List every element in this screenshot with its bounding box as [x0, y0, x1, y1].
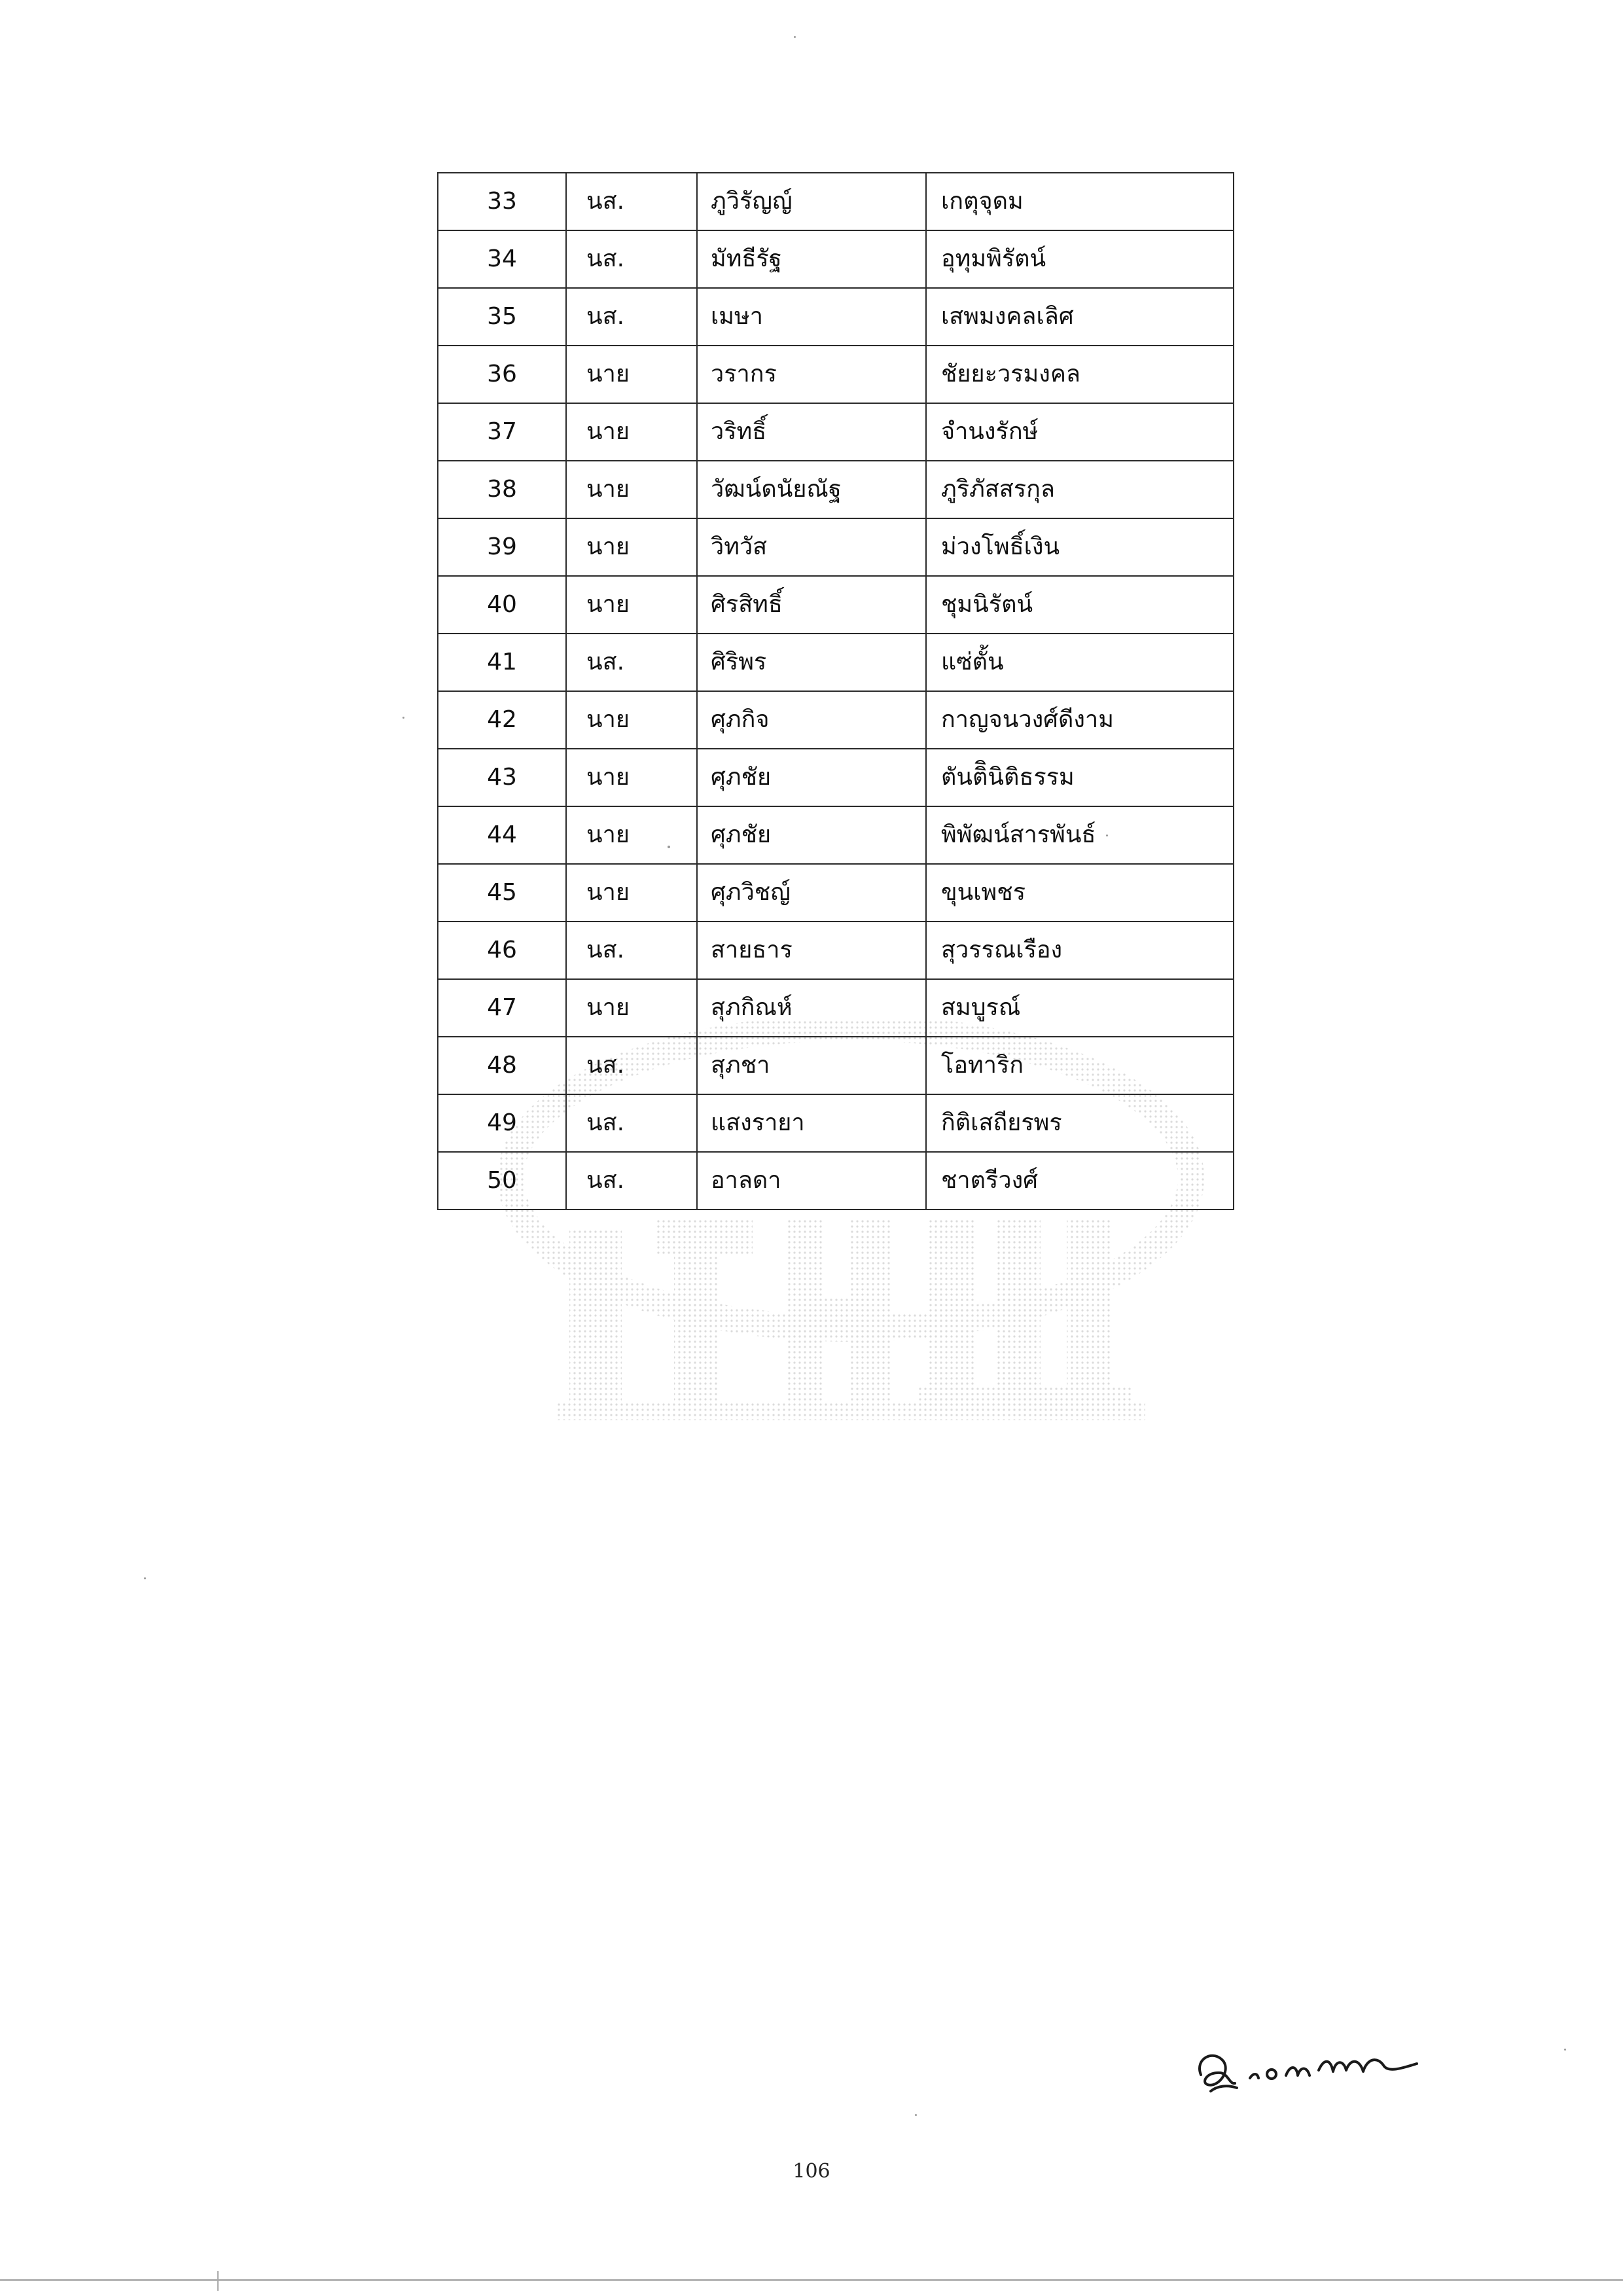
last-name: ภูริภัสสรกุล: [926, 461, 1234, 518]
first-name: สุภชา: [697, 1037, 926, 1094]
row-number: 44: [438, 806, 566, 864]
table-row: [438, 518, 1234, 576]
row-number: 33: [438, 173, 566, 230]
table-row: [438, 403, 1234, 461]
first-name: วริทธิ์: [697, 403, 926, 461]
name-title: นส.: [566, 634, 697, 691]
last-name: ชาตรีวงศ์: [926, 1152, 1234, 1210]
first-name: สุภกิณห์: [697, 979, 926, 1037]
name-title: นาย: [566, 979, 697, 1037]
scan-speck: [402, 717, 404, 719]
first-name: อาลดา: [697, 1152, 926, 1210]
first-name: ศิริพร: [697, 634, 926, 691]
table-row: [438, 230, 1234, 288]
first-name: ศุภชัย: [697, 806, 926, 864]
table-row: [438, 979, 1234, 1037]
name-title: นส.: [566, 230, 697, 288]
first-name: มัทธีรัฐ: [697, 230, 926, 288]
name-title: นาย: [566, 403, 697, 461]
last-name: พิพัฒน์สารพันธ์: [926, 806, 1234, 864]
name-title: นาย: [566, 864, 697, 922]
table-row: [438, 806, 1234, 864]
first-name: วิทวัส: [697, 518, 926, 576]
row-number: 46: [438, 922, 566, 979]
signature-image: [1188, 2013, 1436, 2111]
table-row: [438, 1152, 1234, 1210]
scan-speck: [1564, 2049, 1566, 2051]
row-number: 47: [438, 979, 566, 1037]
last-name: อุทุมพิรัตน์: [926, 230, 1234, 288]
table-row: [438, 461, 1234, 518]
last-name: ตันติินิติธรรม: [926, 749, 1234, 806]
name-title: นส.: [566, 1037, 697, 1094]
table-row: [438, 346, 1234, 403]
last-name: ชัยยะวรมงคล: [926, 346, 1234, 403]
last-name: สมบูรณ์: [926, 979, 1234, 1037]
table-row: [438, 1094, 1234, 1152]
row-number: 35: [438, 288, 566, 346]
row-number: 50: [438, 1152, 566, 1210]
last-name: กิติเสถียรพร: [926, 1094, 1234, 1152]
last-name: สุวรรณเรือง: [926, 922, 1234, 979]
first-name: ภูวิรัญญ์: [697, 173, 926, 230]
row-number: 41: [438, 634, 566, 691]
row-number: 39: [438, 518, 566, 576]
table-row: [438, 576, 1234, 634]
name-title: นส.: [566, 1094, 697, 1152]
page-number: 106: [793, 2160, 830, 2183]
table-row: [438, 922, 1234, 979]
last-name: ขุนเพชร: [926, 864, 1234, 922]
last-name: เกตุจุดม: [926, 173, 1234, 230]
row-number: 45: [438, 864, 566, 922]
table-row: [438, 864, 1234, 922]
row-number: 43: [438, 749, 566, 806]
last-name: กาญจนวงศ์ดีงาม: [926, 691, 1234, 749]
row-number: 34: [438, 230, 566, 288]
first-name: ศุภกิจ: [697, 691, 926, 749]
first-name: ศิรสิทธิ์: [697, 576, 926, 634]
last-name: เสพมงคลเลิศ: [926, 288, 1234, 346]
name-title: นาย: [566, 346, 697, 403]
name-title: นส.: [566, 173, 697, 230]
first-name: ศุภวิชญ์: [697, 864, 926, 922]
name-title: นาย: [566, 691, 697, 749]
scan-edge-tick: [217, 2271, 219, 2291]
scan-speck: [794, 36, 796, 38]
scan-speck: [144, 1577, 146, 1579]
table-row: [438, 634, 1234, 691]
name-title: นส.: [566, 288, 697, 346]
name-title: นาย: [566, 576, 697, 634]
last-name: ชุมนิรัตน์: [926, 576, 1234, 634]
first-name: วัฒน์ดนัยณัฐ: [697, 461, 926, 518]
row-number: 42: [438, 691, 566, 749]
row-number: 40: [438, 576, 566, 634]
name-title: นาย: [566, 518, 697, 576]
first-name: แสงรายา: [697, 1094, 926, 1152]
name-title: นาย: [566, 806, 697, 864]
last-name: ม่วงโพธิ์เงิน: [926, 518, 1234, 576]
first-name: สายธาร: [697, 922, 926, 979]
name-title: นาย: [566, 749, 697, 806]
name-title: นส.: [566, 1152, 697, 1210]
table-row: [438, 691, 1234, 749]
table-row: [438, 288, 1234, 346]
table-row: [438, 1037, 1234, 1094]
table-row: [438, 749, 1234, 806]
name-title: นาย: [566, 461, 697, 518]
last-name: โอทาริก: [926, 1037, 1234, 1094]
last-name: จำนงรักษ์: [926, 403, 1234, 461]
first-name: เมษา: [697, 288, 926, 346]
row-number: 36: [438, 346, 566, 403]
first-name: วรากร: [697, 346, 926, 403]
scan-edge-line: [0, 2279, 1623, 2281]
row-number: 49: [438, 1094, 566, 1152]
row-number: 37: [438, 403, 566, 461]
row-number: 38: [438, 461, 566, 518]
first-name: ศุภชัย: [697, 749, 926, 806]
last-name: แซ่ตั้น: [926, 634, 1234, 691]
table-row: [438, 173, 1234, 230]
row-number: 48: [438, 1037, 566, 1094]
name-title: นส.: [566, 922, 697, 979]
roster-table: [437, 172, 1234, 1210]
scan-speck: [915, 2114, 917, 2116]
